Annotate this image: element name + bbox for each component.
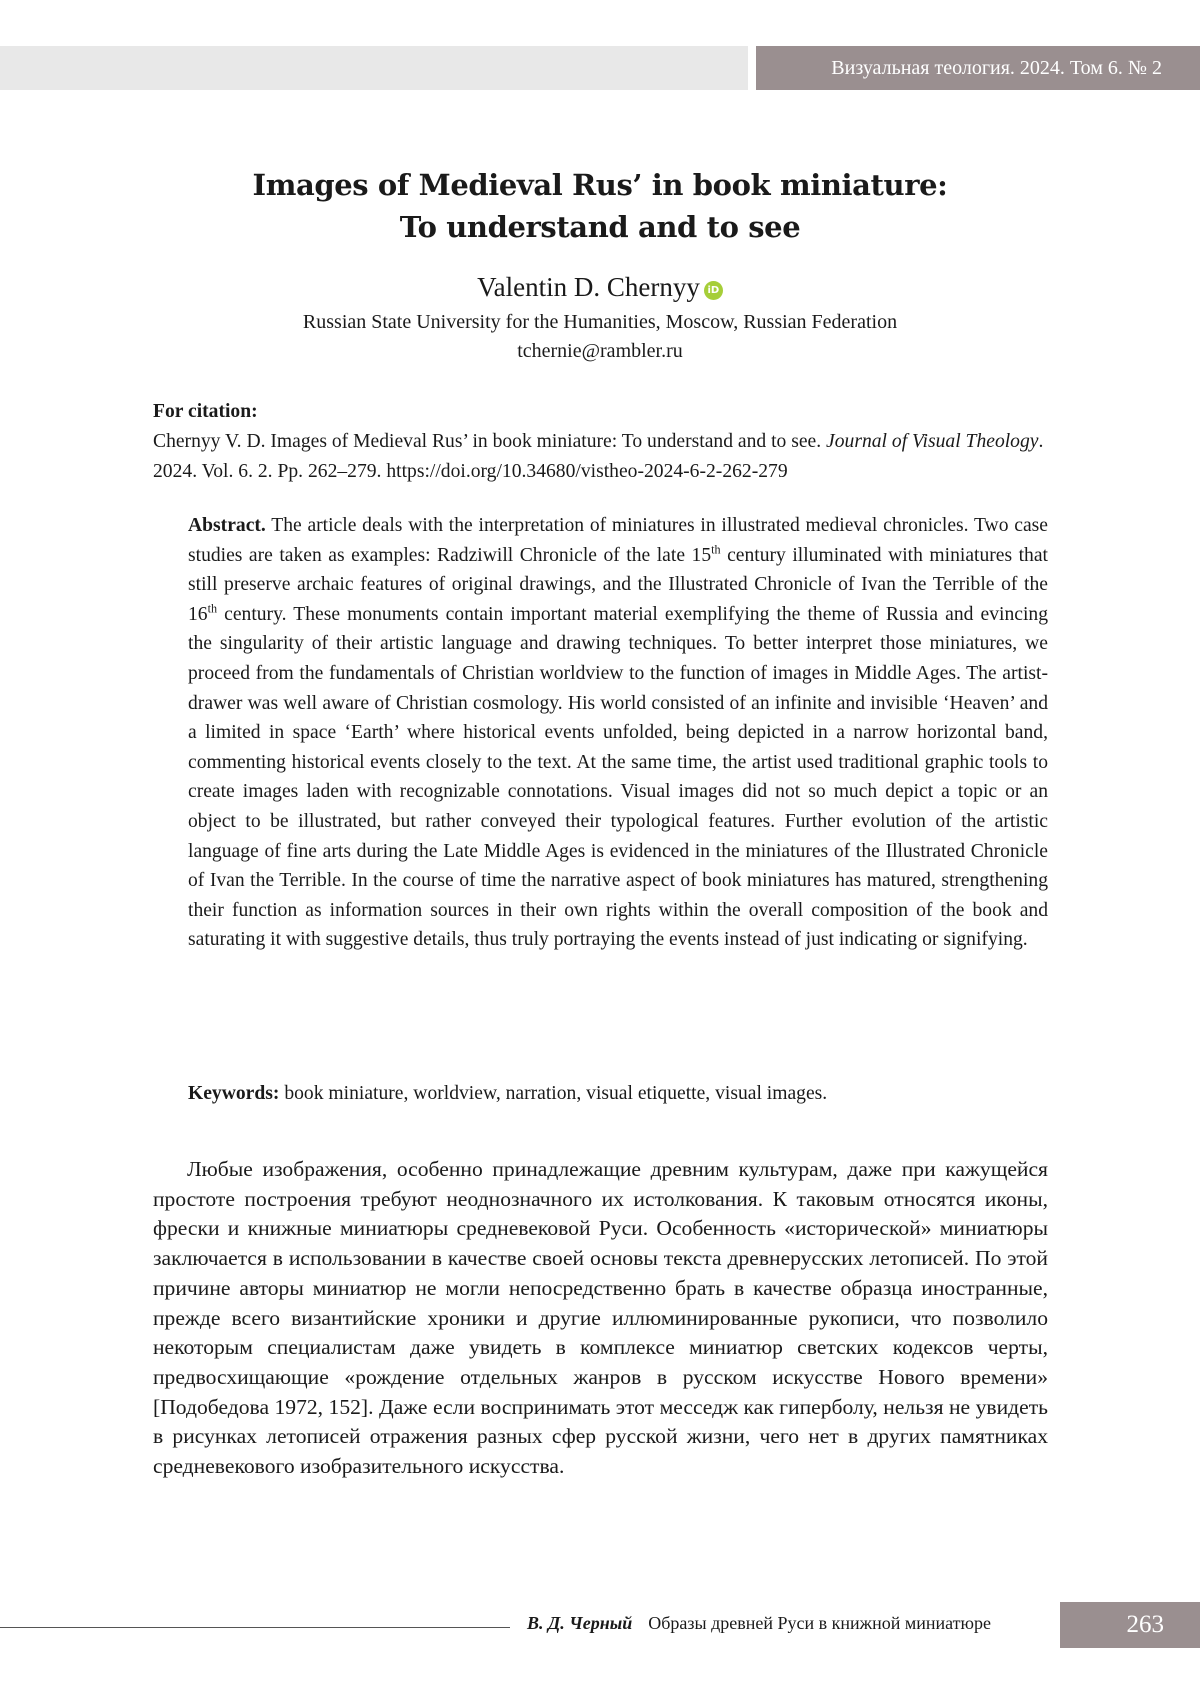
affiliation: Russian State University for the Humanities, Moscow, Russian Federation (302, 311, 898, 333)
citation-label: For citation: (153, 401, 258, 422)
title-line-2: To understand and to see (399, 210, 801, 244)
abstract-label: Abstract. (188, 515, 266, 536)
abstract-text-1: The article deals with the interpretation of miniatures in illustrated medieval chronicles. Two case studies are taken as examples: Radziwill Chronicle of the late 15 (188, 515, 1048, 566)
footer-title: Образы древней Руси в книжной миниатюре (648, 1613, 991, 1633)
footer-author: В. Д. Черный (527, 1613, 633, 1633)
citation-part-1: Chernyy V. D. Images of Medieval Rus’ in book miniature: To understand and to see. (153, 431, 827, 452)
keywords-label: Keywords: (188, 1083, 280, 1104)
author-line (0, 272, 1200, 303)
header-band (0, 46, 748, 90)
author-email[interactable]: tchernie@rambler.ru (517, 340, 683, 362)
running-footer (527, 1613, 1047, 1634)
abstract-text-2: century illuminated with miniatures that still preserve archaic features of original drawings, and the Illustrated Chronicle of Ivan the Terrible of the 16 (188, 544, 1048, 625)
article-title (0, 164, 1200, 248)
journal-header-text: Визуальная теология. 2024. Том 6. № 2 (831, 56, 1162, 79)
body-paragraph: Любые изображения, особенно принадлежащие древним культурам, даже при кажущейся простоте построения требуют неоднозначного их истолкования. К таковым относятся иконы, фрески и книжные миниатюры средневековой Руси. Особенность «исторической» миниатюры заключается в использовании в качестве своей основы текста древнерусских летописей. По этой причине авторы миниатюр не могли непосредственно брать в качестве образца иностранные, прежде всего византийские хроники и другие иллюминированные рукописи, что позволило некоторым специалистам даже увидеть в комплексе миниатюр светских кодексов черты, предвосхищающие «рождение отдельных жанров в русском искусстве Нового времени» [Подобедова 1972, 152]. Даже если воспринимать этот месседж как гиперболу, нельзя не увидеть в рисунках летописей отражения разных сфер русской жизни, чего нет в других памятниках средневекового изобразительного искусства. (153, 1157, 1048, 1479)
page-number: 263 (1126, 1611, 1164, 1638)
abstract-sup-1: th (711, 542, 721, 557)
page-number-box (1060, 1602, 1200, 1648)
author-name: Valentin D. Chernyy (477, 272, 700, 302)
citation-text (153, 427, 1048, 487)
footer-rule (0, 1627, 510, 1628)
keywords-text: book miniature, worldview, narration, visual etiquette, visual images. (279, 1083, 828, 1104)
abstract (188, 511, 1048, 955)
citation-part-2: . 2024. Vol. 6. 2. Pp. 262–279. https://doi.org/10.34680/vistheo-2024-6-2-262-279 (153, 431, 1044, 482)
keywords (188, 1079, 1048, 1108)
citation-block (153, 397, 1048, 487)
citation-journal: Journal of Visual Theology (826, 431, 1039, 452)
title-line-1: Images of Medieval Rus’ in book miniature: (252, 168, 948, 202)
orcid-icon[interactable]: iD (704, 281, 723, 300)
journal-header (756, 46, 1200, 90)
abstract-sup-2: th (207, 601, 218, 616)
affiliation-block (0, 308, 1200, 366)
abstract-text-3: century. These monuments contain important material exemplifying the theme of Russia and evincing the singularity of their artistic language and drawing techniques. To better interpret those miniatures, we proceed from the fundamentals of Christian worldview to the function of images in Middle Ages. The artist-drawer was well aware of Christian cosmology. His world consisted of an infinite and invisible ‘Heaven’ and a limited in space ‘Earth’ where historical events unfolded, being depicted in a narrow horizontal band, commenting historical events closely to the text. At the same time, the artist used traditional graphic tools to create images laden with recognizable connotations. Visual images did not so much depict a topic or an object to be illustrated, but rather conveyed their typological features. Further evolution of the artistic language of fine arts during the Late Middle Ages is evidenced in the miniatures of the Illustrated Chronicle of Ivan the Terrible. In the course of time the narrative aspect of book miniatures has matured, strengthening their function as information sources in their own rights within the overall composition of the book and saturating it with suggestive details, thus truly portraying the events instead of just indicating or signifying. (188, 603, 1048, 951)
